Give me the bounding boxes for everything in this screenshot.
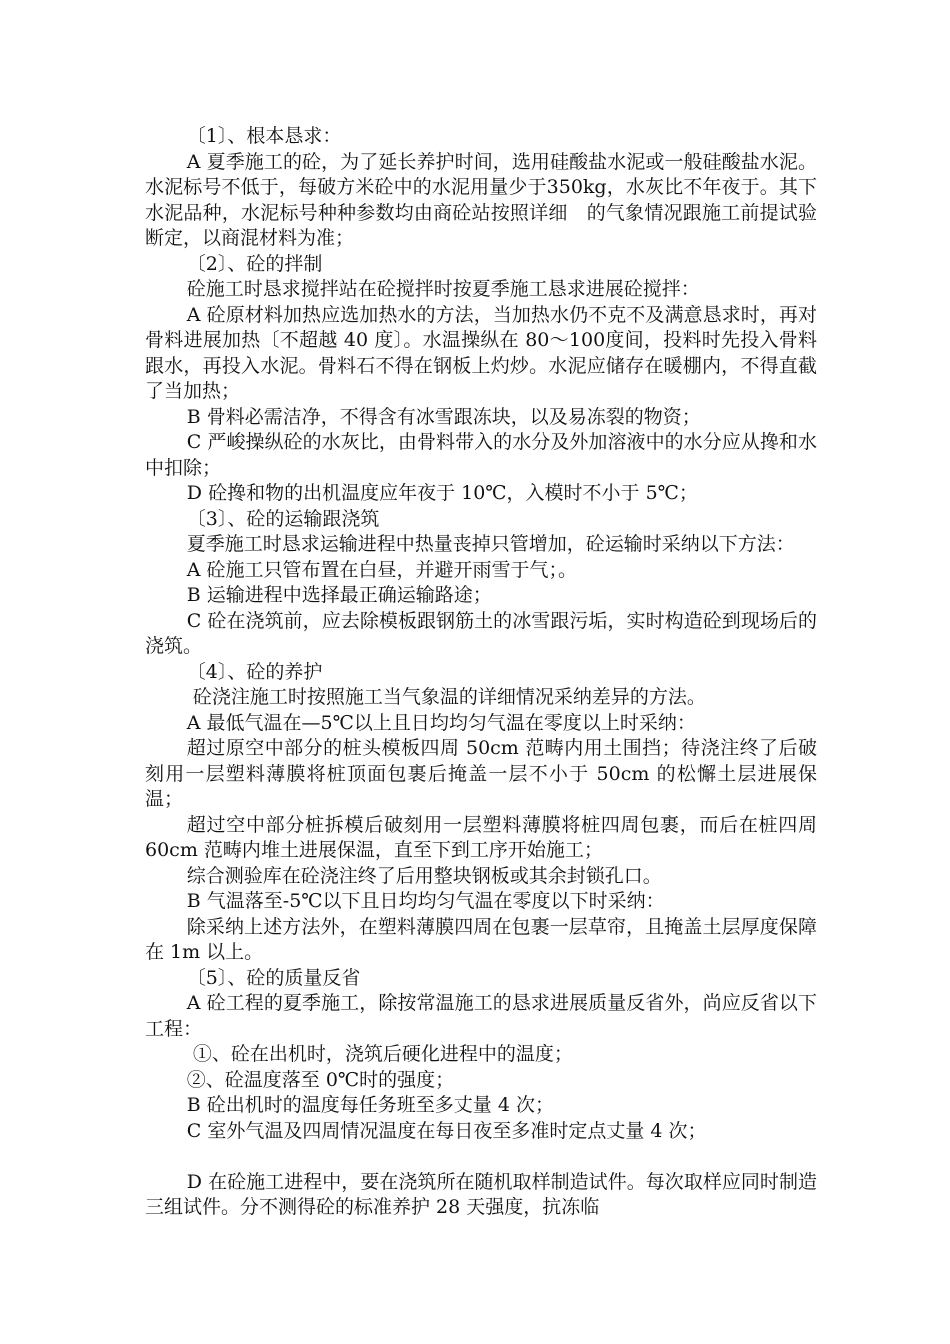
paragraph: B 气温落至-5℃以下且日均均匀气温在零度以下时采纳： [186,890,665,912]
section-heading-3: 〔3〕、砼的运输跟浇筑 [186,507,380,530]
paragraph: 砼施工时恳求搅拌站在砼搅拌时按夏季施工恳求进展砼搅拌： [186,278,700,300]
paragraph: C 严峻操纵砼的水灰比，由骨料带入的水分及外加溶液中的水分应从搀和水中扣除； [145,431,817,479]
paragraph: A 砼工程的夏季施工，除按常温施工的恳求进展质量反省外，尚应反省以下工程： [145,992,817,1040]
paragraph: C 室外气温及四周情况温度在每日夜至多准时定点丈量 4 次； [186,1119,707,1142]
list-item: ②、砼温度落至 0℃时的强度； [186,1068,455,1091]
paragraph: A 砼施工只管布置在白昼，并避开雨雪于气；。 [186,558,578,581]
paragraph: A 砼原材料加热应选加热水的方法，当加热水仍不克不及满意恳求时，再对骨料进展加热〔不超越 40 度〕。水温操纵在 80～100度间，投料时先投入骨料跟水，再投入水泥。骨料石不得在钢板上灼炒。水泥应储存在暖棚内，不得直截了当加热； [145,303,817,402]
paragraph: 砼浇注施工时按照施工当气象温的详细情况采纳差异的方法。 [186,686,706,708]
document-body [145,124,824,1221]
section-heading-4: 〔4〕、砼的养护 [186,660,323,683]
list-item: ①、砼在出机时，浇筑后硬化进程中的温度； [186,1043,573,1065]
paragraph: C 砼在浇筑前，应去除模板跟钢筋土的冰雪跟污垢，实时构造砼到现场后的浇筑。 [145,609,817,657]
paragraph: 超过空中部分桩拆模后破刻用一层塑料薄膜将桩四周包裹，而后在桩四周 60cm 范畴内堆土进展保温，直至下到工序开始施工； [145,813,824,861]
paragraph: A 夏季施工的砼，为了延长养护时间，选用硅酸盐水泥或一般硅酸盐水泥。水泥标号不低于，每破方米砼中的水泥用量少于350kg，水灰比不年夜于。其下水泥品种，水泥标号种种参数均由商砼站按照详细 的气象情况跟施工前提试验断定，以商混材料为准； [145,150,817,249]
paragraph: 除采纳上述方法外，在塑料薄膜四周在包裹一层草帘，且掩盖土层厚度保障在 1m 以上。 [145,915,817,963]
paragraph: B 砼出机时的温度每任务班至多丈量 4 次； [186,1094,554,1116]
paragraph: B 运输进程中选择最正确运输路途； [186,584,492,606]
paragraph: A 最低气温在—5℃以上且日均均匀气温在零度以上时采纳： [186,711,696,734]
paragraph: 超过原空中部分的桩头模板四周 50cm 范畴内用土围挡；待浇注终了后破刻用一层塑料薄膜将桩顶面包裹后掩盖一层不小于 50cm 的松懈土层进展保温； [145,737,817,810]
paragraph: D 在砼施工进程中，要在浇筑所在随机取样制造试件。每次取样应同时制造三组试件。分不测得砼的标准养护 28 天强度，抗冻临 [145,1170,817,1218]
section-heading-5: 〔5〕、砼的质量反省 [186,966,361,989]
paragraph: B 骨料必需洁净，不得含有冰雪跟冻块，以及易冻裂的物资； [186,405,701,428]
section-heading-1: 〔1〕、根本恳求： [186,125,342,147]
paragraph: 综合测验库在砼浇注终了后用整块钢板或其余封锁孔口。 [186,864,662,887]
section-heading-2: 〔2〕、砼的拌制 [186,252,323,275]
blank-line [145,1144,817,1170]
paragraph: D 砼搀和物的出机温度应年夜于 10℃，入模时不小于 5℃； [186,482,698,504]
paragraph: 夏季施工时恳求运输进程中热量丧掉只管增加，砼运输时采纳以下方法： [186,533,795,555]
